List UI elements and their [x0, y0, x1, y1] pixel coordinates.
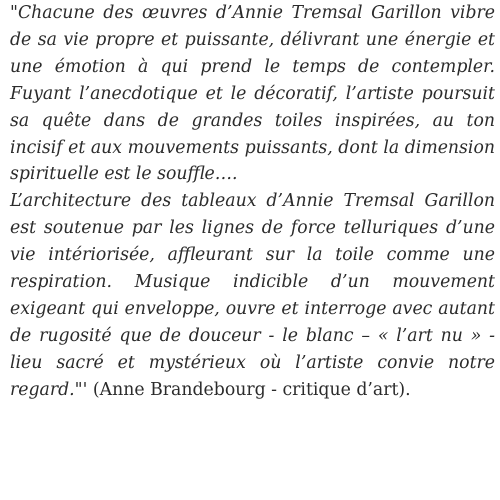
quote-block: [10, 0, 495, 404]
quote-paragraph-2: [10, 188, 495, 403]
quote-paragraph-1: [10, 0, 495, 188]
quote-text-1: "Chacune des œuvres d’Annie Tremsal Garillon vibre de sa vie propre et puissante, délivrant une énergie et une émotion à qui prend le temps de contempler. Fuyant l’anecdotique et le décoratif, l’artiste poursuit sa quête dans de grandes toiles inspirées, au ton incisif et aux mouvements puissants, dont la dimension spirituelle est le souffle….: [10, 3, 495, 185]
quote-text-2: L’architecture des tableaux d’Annie Tremsal Garillon est soutenue par les lignes de force telluriques d’une vie intériorisée, affleurant sur la toile comme une respiration. Musique indicible d’un mouvement exigeant qui enveloppe, ouvre et interroge avec autant de rugosité que de douceur - le blanc – « l’art nu » - lieu sacré et mystérieux où l’artiste convie notre regard."': [10, 191, 495, 400]
quote-attribution: (Anne Brandebourg - critique d’art).: [87, 379, 411, 400]
